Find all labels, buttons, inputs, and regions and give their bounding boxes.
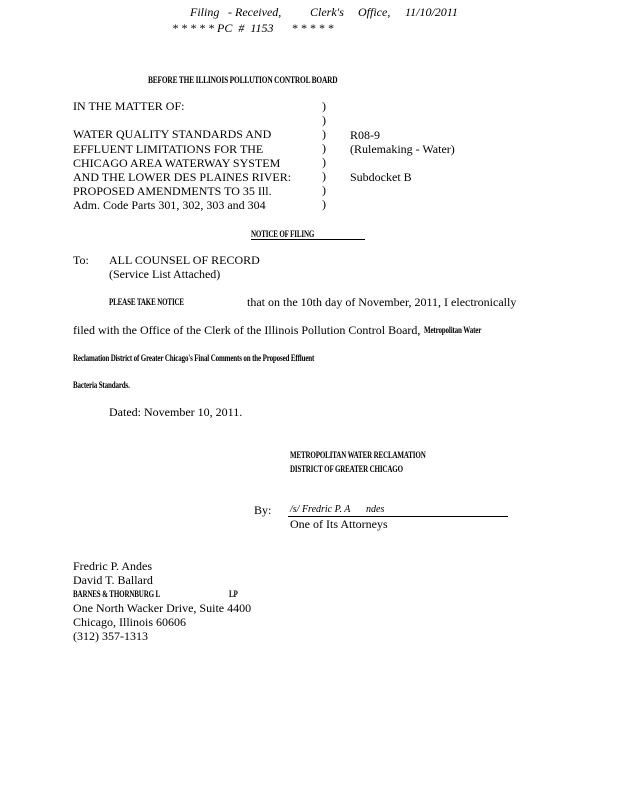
to-label: To: <box>73 253 89 267</box>
address-line2: Chicago, Illinois 60606 <box>73 615 186 629</box>
stamp-office: Office, <box>358 5 391 19</box>
matter-line: Adm. Code Parts 301, 302, 303 and 304 <box>73 198 266 213</box>
paren: ) <box>322 99 326 113</box>
stamp-clerks: Clerk's <box>310 5 344 19</box>
matter-caption <box>73 99 291 213</box>
docket-type: (Rulemaking - Water) <box>350 142 455 156</box>
paren: ) <box>322 183 326 197</box>
signature-part2: ndes <box>366 504 385 515</box>
matter-line: PROPOSED AMENDMENTS TO 35 Ill. <box>73 184 272 199</box>
body-line3: Reclamation District of Greater Chicago's Final Comments on the Proposed Effluent <box>73 353 315 363</box>
contact-name2: David T. Ballard <box>73 573 153 587</box>
matter-line: CHICAGO AREA WATERWAY SYSTEM <box>73 155 281 170</box>
docket-number: R08-9 <box>350 128 380 142</box>
to-line1: ALL COUNSEL OF RECORD <box>109 253 260 267</box>
paren: ) <box>322 155 326 169</box>
body-line1: that on the 10th day of November, 2011, I electronically <box>247 295 517 309</box>
org-line1: METROPOLITAN WATER RECLAMATION <box>290 450 426 460</box>
stamp-filing: Filing <box>190 5 220 19</box>
matter-line: IN THE MATTER OF: <box>73 99 185 113</box>
paren: ) <box>322 197 326 211</box>
body-line2-small: Metropolitan Water <box>424 325 482 335</box>
board-heading: BEFORE THE ILLINOIS POLLUTION CONTROL BOARD <box>148 75 338 85</box>
stamp-date: 11/10/2011 <box>405 5 458 19</box>
matter-line: AND THE LOWER DES PLAINES RIVER: <box>73 170 292 184</box>
signature-part1: /s/ Fredric P. A <box>290 504 351 515</box>
dated-line: Dated: November 10, 2011. <box>109 405 243 419</box>
stamp-received: - Received, <box>228 5 282 19</box>
matter-line <box>73 113 291 127</box>
notice-title: NOTICE OF FILING <box>251 229 315 239</box>
firm-name-part1: BARNES & THORNBURG L <box>73 589 161 599</box>
paren-column <box>322 99 326 211</box>
paren: ) <box>322 113 326 127</box>
body-line4: Bacteria Standards. <box>73 380 130 390</box>
paren: ) <box>322 127 326 141</box>
body-line2: filed with the Office of the Clerk of the Illinois Pollution Control Board, <box>73 323 421 337</box>
matter-line: EFFLUENT LIMITATIONS FOR THE <box>73 141 264 156</box>
paren: ) <box>322 169 326 183</box>
phone: (312) 357-1313 <box>73 629 148 643</box>
signature-role: One of Its Attorneys <box>290 517 388 531</box>
matter-line: WATER QUALITY STANDARDS AND <box>73 127 272 142</box>
to-line2: (Service List Attached) <box>109 267 221 281</box>
please-take-notice: PLEASE TAKE NOTICE <box>109 297 184 307</box>
subdocket: Subdocket B <box>350 170 412 184</box>
by-label: By: <box>254 503 272 517</box>
stamp-pc-line: * * * * * PC # 1153 * * * * * <box>172 21 334 35</box>
contact-name1: Fredric P. Andes <box>73 559 152 573</box>
notice-title-underline <box>251 239 365 240</box>
paren: ) <box>322 141 326 155</box>
org-line2: DISTRICT OF GREATER CHICAGO <box>290 464 403 474</box>
address-line1: One North Wacker Drive, Suite 4400 <box>73 601 252 615</box>
firm-name-part2: LP <box>229 589 238 599</box>
